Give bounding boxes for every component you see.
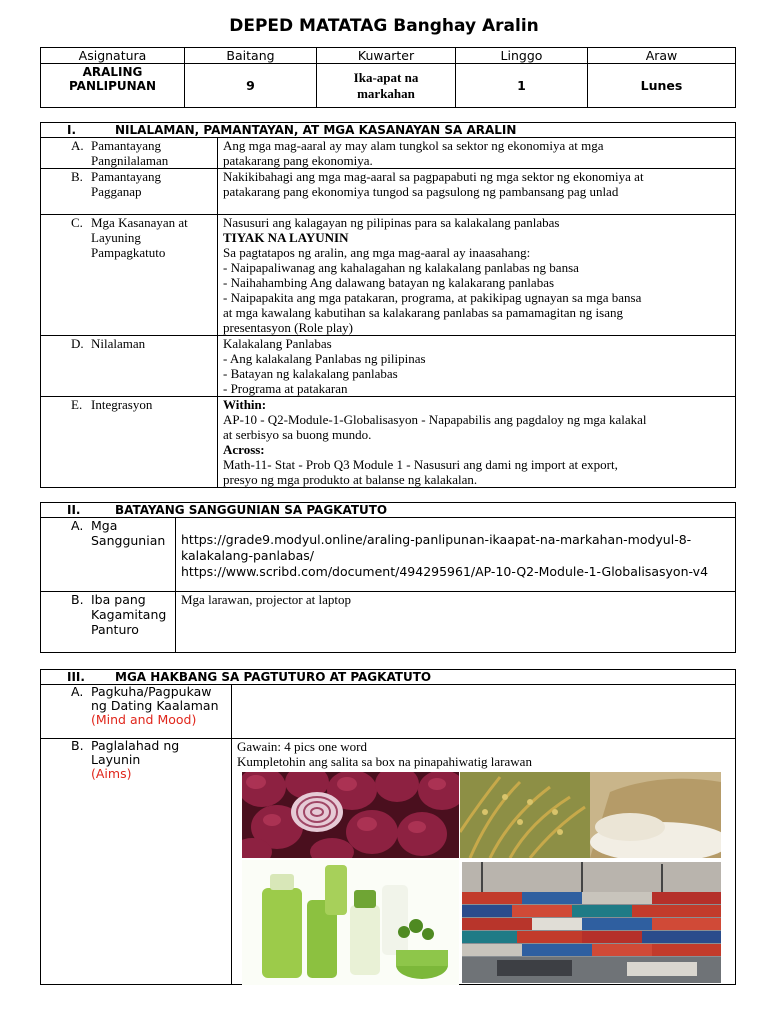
content-line: Nasusuri ang kalagayan ng pilipinas para sa kalakalang panlabas [223, 215, 560, 230]
header-col-kuwarter: Kuwarter [317, 48, 456, 64]
content-line: Kumpletohin ang salita sa box na pinapahiwatig larawan [237, 754, 532, 769]
content-line: - Batayan ng kalakalang panlabas [223, 366, 398, 381]
row-label-b [41, 169, 218, 215]
section-2-heading [41, 503, 736, 518]
row-label: Nilalaman [91, 336, 146, 351]
content-line: Mga larawan, projector at laptop [181, 592, 352, 607]
row-label-e [41, 397, 218, 488]
row-letter: C. [71, 215, 83, 230]
row-label: Pagkuha/Pagpukaw ng Dating Kaalaman [91, 684, 219, 713]
section-2-table [40, 502, 736, 653]
row-label-balik-aral [41, 685, 232, 739]
header-col-araw: Araw [588, 48, 736, 64]
reference-link[interactable]: https://www.scribd.com/document/494295961/AP-10-Q2-Module-1-Globalisasyon-v4 [181, 564, 709, 579]
row-label: Integrasyon [91, 397, 153, 412]
row-letter: B. [71, 169, 83, 184]
row-letter: D. [71, 336, 84, 351]
row-label-c [41, 215, 218, 336]
content-line: at mga kawalang kabutihan sa kalakarang panlabas sa pamamagitan ng isang [223, 305, 623, 320]
row-content-sanggunian [176, 518, 736, 592]
row-letter: A. [71, 518, 84, 533]
row-label: Mga Sanggunian [91, 518, 166, 548]
section-3-title: MGA HAKBANG SA PAGTUTURO AT PAGKATUTO [115, 670, 432, 684]
content-line: patakarang pang ekonomiya tungod sa pagsulong ng pambansang pag unlad [223, 184, 619, 199]
header-value-kuwarter: Ika-apat na markahan [317, 64, 456, 108]
row-letter: A. [71, 138, 84, 153]
section-1-heading [41, 123, 736, 138]
content-line: - Naihahambing Ang dalawang batayan ng kalakarang panlabas [223, 275, 555, 290]
content-line: - Naipapaliwanag ang kahalagahan ng kalakalang panlabas ng bansa [223, 260, 579, 275]
row-label-kagamitan [41, 592, 176, 653]
header-col-linggo: Linggo [456, 48, 588, 64]
section-1-table [40, 122, 736, 488]
row-content-kagamitan [176, 592, 736, 653]
mind-and-mood-tag: (Mind and Mood) [91, 712, 197, 727]
row-label: Mga Kasanayan at Layuning Pampagkatuto [91, 215, 188, 260]
section-2-number: II. [67, 503, 81, 517]
row-label-d [41, 336, 218, 397]
row-label: Paglalahad ng Layunin [91, 738, 180, 767]
content-line: Math-11- Stat - Prob Q3 Module 1 - Nasusuri ang dami ng import at export, [223, 457, 618, 472]
row-letter: B. [71, 592, 84, 607]
content-line: presyo ng mga produkto at balanse ng kalakalan. [223, 472, 478, 487]
row-label-sanggunian [41, 518, 176, 592]
page-title: DEPED MATATAG Banghay Aralin [229, 16, 539, 36]
content-line: at serbisyo sa buong mundo. [223, 427, 372, 442]
row-label-a [41, 138, 218, 169]
section-3-number: III. [67, 670, 85, 684]
rice-image [460, 772, 721, 858]
across-label: Across: [223, 442, 265, 457]
content-line: presentasyon (Role play) [223, 320, 353, 335]
section-1-title: NILALAMAN, PAMANTAYAN, AT MGA KASANAYAN SA ARALIN [115, 123, 517, 137]
aims-tag: (Aims) [91, 766, 132, 781]
row-content-c [218, 215, 736, 336]
content-line: - Programa at patakaran [223, 381, 348, 396]
section-3-heading [41, 670, 736, 685]
reference-link[interactable]: kalakalang-panlabas/ [181, 548, 314, 563]
content-line: AP-10 - Q2-Module-1-Globalisasyon - Napapabilis ang pagdaloy ng mga kalakal [223, 412, 647, 427]
row-label: Pamantayang Pagganap [91, 169, 162, 199]
content-line: Kalakalang Panlabas [223, 336, 332, 351]
header-table [40, 47, 736, 108]
section-2-title: BATAYANG SANGGUNIAN SA PAGKATUTO [115, 503, 388, 517]
onions-image [242, 772, 459, 858]
row-content-e [218, 397, 736, 488]
section-1-number: I. [67, 123, 77, 137]
header-col-asignatura: Asignatura [41, 48, 185, 64]
reference-link[interactable]: https://grade9.modyul.online/araling-panlipunan-ikaapat-na-markahan-modyul-8- [181, 532, 692, 547]
skincare-products-image [242, 860, 459, 985]
row-label-layunin [41, 739, 232, 985]
content-line: Gawain: 4 pics one word [237, 739, 367, 754]
shipping-containers-image [462, 862, 721, 983]
content-line: - Naipapakita ang mga patakaran, programa, at pakikipag ugnayan sa mga bansa [223, 290, 642, 305]
row-label: Pamantayang Pangnilalaman [91, 138, 169, 168]
header-value-araw: Lunes [588, 64, 736, 108]
content-line: - Ang kalakalang Panlabas ng pilipinas [223, 351, 426, 366]
row-content-balik-aral [232, 685, 736, 739]
content-line: Ang mga mag-aaral ay may alam tungkol sa sektor ng ekonomiya at mga [223, 138, 604, 153]
header-value-linggo: 1 [456, 64, 588, 108]
objectives-heading: TIYAK NA LAYUNIN [223, 230, 349, 245]
row-label: Iba pang Kagamitang Panturo [91, 592, 167, 637]
row-content-a [218, 138, 736, 169]
content-line: patakarang pang ekonomiya. [223, 153, 373, 168]
row-letter: E. [71, 397, 83, 412]
content-line: Nakikibahagi ang mga mag-aaral sa pagpapabuti ng mga sektor ng ekonomiya at [223, 169, 644, 184]
row-content-b [218, 169, 736, 215]
header-col-baitang: Baitang [185, 48, 317, 64]
content-line: Sa pagtatapos ng aralin, ang mga mag-aaral ay inaasahang: [223, 245, 531, 260]
row-letter: A. [71, 684, 84, 699]
header-value-asignatura: ARALING PANLIPUNAN [41, 64, 185, 108]
header-value-baitang: 9 [185, 64, 317, 108]
within-label: Within: [223, 397, 267, 412]
row-content-d [218, 336, 736, 397]
row-letter: B. [71, 738, 84, 753]
